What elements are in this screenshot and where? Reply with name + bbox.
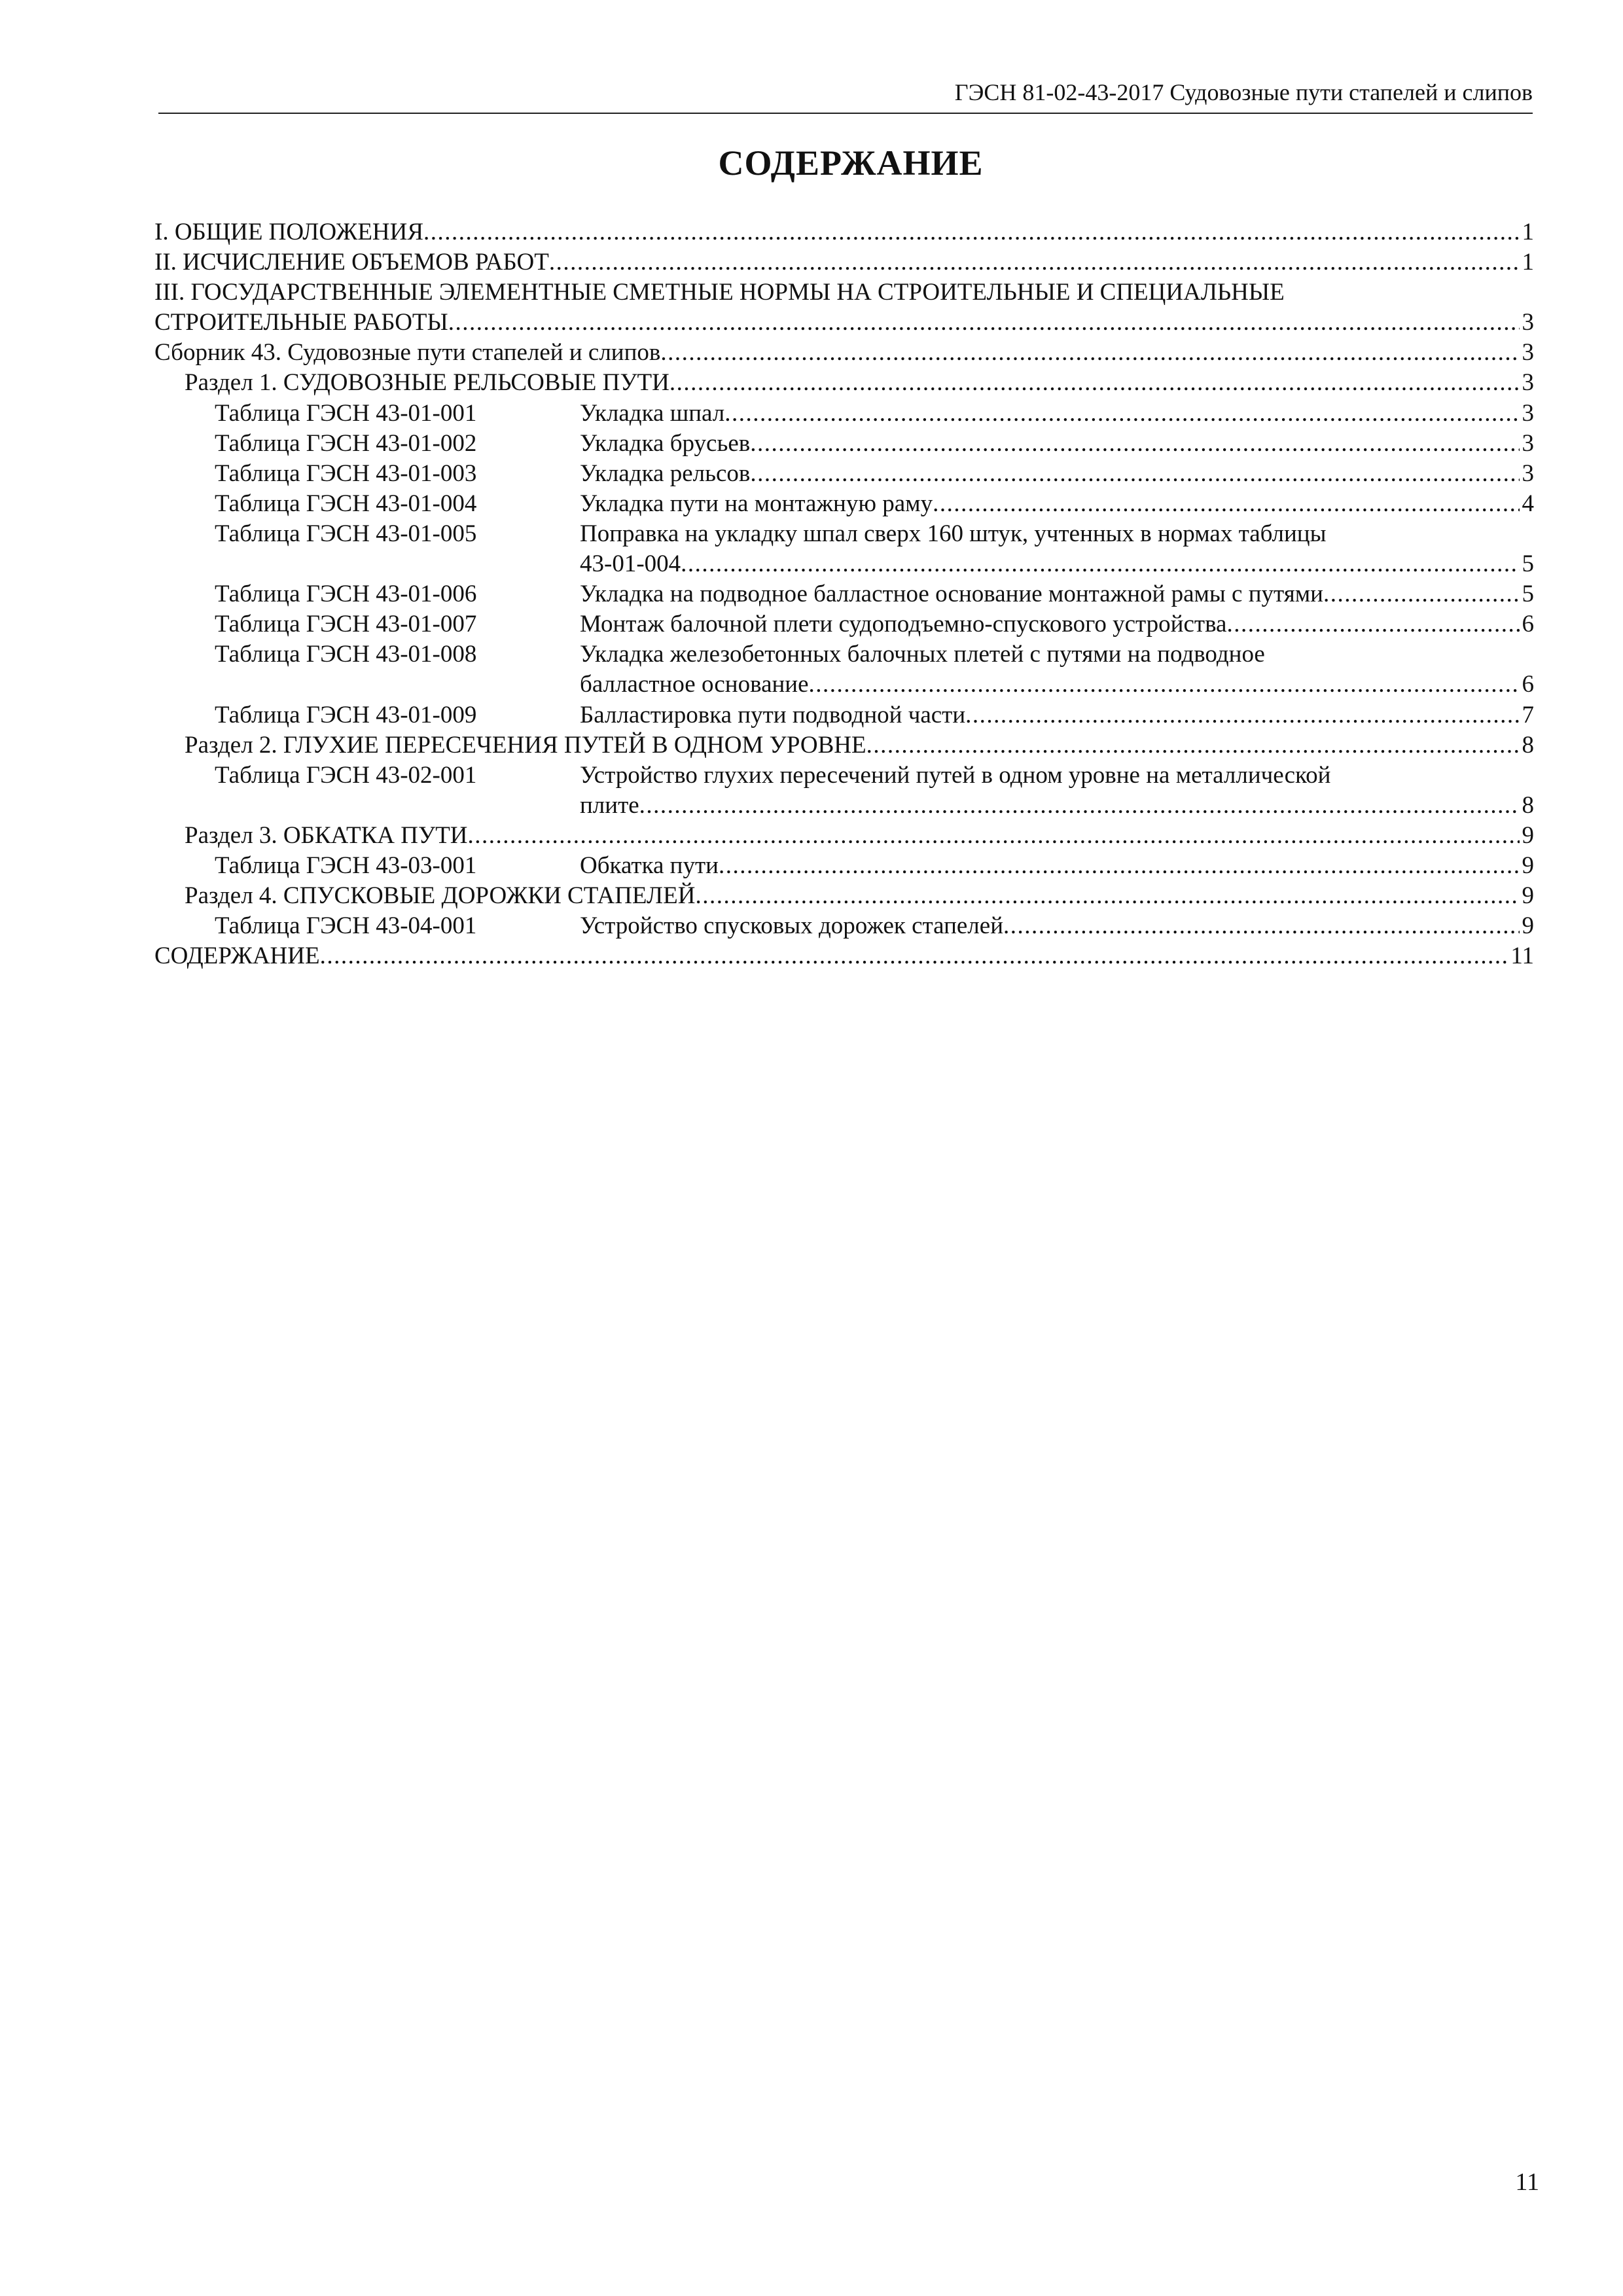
toc-page-number: 3 (1522, 369, 1534, 397)
dot-leader (320, 941, 1508, 971)
toc-entry-text: Укладка пути на монтажную раму (580, 490, 933, 517)
toc-entry-text: 43-01-004 (580, 550, 681, 578)
toc-entry-text: Укладка шпал (580, 399, 725, 427)
dot-leader (448, 308, 1520, 338)
toc-entry-table-43-01-005-line1[interactable] (154, 519, 1534, 549)
toc-table-code: Таблица ГЭСН 43-01-008 (215, 641, 477, 668)
toc-entry-text: Укладка брусьев (580, 429, 751, 457)
toc-entry-text: Устройство спусковых дорожек стапелей (580, 912, 1003, 940)
toc-entry-contents[interactable] (154, 941, 1534, 971)
toc-page-number: 8 (1522, 791, 1534, 819)
toc-entry-state-norms[interactable] (154, 308, 1534, 338)
toc-entry-table-43-01-003[interactable] (154, 459, 1534, 489)
toc-entry-text: Раздел 3. ОБКАТКА ПУТИ (185, 821, 468, 849)
toc-entry-table-43-04-001[interactable] (154, 911, 1534, 941)
toc-entry-text: Устройство глухих пересечений путей в одном уровне на металлической (580, 761, 1331, 789)
toc-entry-text: Сборник 43. Судовозные пути стапелей и слипов (154, 339, 661, 367)
toc-entry-text: балластное основание (580, 671, 809, 698)
toc-page-number: 9 (1522, 821, 1534, 849)
toc-entry-text: плите (580, 791, 639, 819)
toc-page-number: 5 (1522, 550, 1534, 578)
toc-entry-section-4[interactable] (154, 881, 1534, 911)
toc-page-number: 8 (1522, 731, 1534, 759)
running-header (158, 77, 1533, 114)
toc-page-number: 3 (1522, 309, 1534, 336)
dot-leader (719, 851, 1520, 881)
toc-entry-text: Укладка рельсов (580, 459, 751, 487)
toc-entry-text: Укладка на подводное балластное основание монтажной рамы с путями (580, 581, 1323, 608)
toc-entry-table-43-01-007[interactable] (154, 609, 1534, 639)
toc-table-code: Таблица ГЭСН 43-01-005 (215, 520, 477, 547)
dot-leader (669, 368, 1520, 398)
toc-page-number: 3 (1522, 339, 1534, 367)
toc-entry-text: Укладка железобетонных балочных плетей с путями на подводное (580, 641, 1265, 668)
dot-leader (866, 730, 1520, 761)
toc-entry-collection-43[interactable] (154, 338, 1534, 368)
dot-leader (681, 549, 1519, 579)
toc-entry-text: Обкатка пути (580, 852, 719, 879)
toc-entry-text: Раздел 4. СПУСКОВЫЕ ДОРОЖКИ СТАПЕЛЕЙ (185, 882, 696, 910)
dot-leader (423, 217, 1519, 247)
toc-entry-text: Раздел 1. СУДОВОЗНЫЕ РЕЛЬСОВЫЕ ПУТИ (185, 369, 669, 397)
toc-page-number: 9 (1522, 912, 1534, 940)
dot-leader (724, 399, 1519, 429)
toc-entry-text: Поправка на укладку шпал сверх 160 штук, учтенных в нормах таблицы (580, 520, 1327, 547)
dot-leader (468, 821, 1520, 851)
toc-page-number: 3 (1522, 459, 1534, 487)
dot-leader (695, 881, 1519, 911)
dot-leader (1003, 911, 1520, 941)
toc-entry-table-43-01-005[interactable] (154, 549, 1534, 579)
toc-page-number: 1 (1522, 249, 1534, 276)
toc-table-code: Таблица ГЭСН 43-01-001 (215, 399, 477, 427)
toc-entry-text: СОДЕРЖАНИЕ (154, 942, 320, 970)
toc-table-code: Таблица ГЭСН 43-01-007 (215, 611, 477, 638)
table-of-contents (154, 217, 1534, 971)
toc-entry-text: СТРОИТЕЛЬНЫЕ РАБОТЫ (154, 309, 448, 336)
toc-entry-table-43-01-004[interactable] (154, 489, 1534, 519)
toc-entry-state-norms-line1[interactable]: III. ГОСУДАРСТВЕННЫЕ ЭЛЕМЕНТНЫЕ СМЕТНЫЕ НОРМЫ НА СТРОИТЕЛЬНЫЕ И СПЕЦИАЛЬНЫЕ (154, 279, 1285, 306)
toc-entry-table-43-03-001[interactable] (154, 851, 1534, 881)
dot-leader (750, 429, 1519, 459)
toc-page-number: 6 (1522, 611, 1534, 638)
toc-table-code: Таблица ГЭСН 43-01-009 (215, 701, 477, 728)
dot-leader (965, 700, 1519, 730)
toc-entry-section-3[interactable] (154, 821, 1534, 851)
toc-page-number: 5 (1522, 581, 1534, 608)
toc-entry-table-43-01-001[interactable] (154, 399, 1534, 429)
toc-entry-table-43-01-008-line1[interactable] (154, 639, 1534, 670)
toc-entry-table-43-01-002[interactable] (154, 429, 1534, 459)
toc-entry-table-43-01-009[interactable] (154, 700, 1534, 730)
toc-table-code: Таблица ГЭСН 43-01-002 (215, 429, 477, 457)
toc-table-code: Таблица ГЭСН 43-03-001 (215, 852, 477, 879)
toc-table-code: Таблица ГЭСН 43-02-001 (215, 761, 477, 789)
toc-page-number: 6 (1522, 671, 1534, 698)
toc-table-code: Таблица ГЭСН 43-01-006 (215, 581, 477, 608)
toc-entry-table-43-01-008[interactable] (154, 670, 1534, 700)
dot-leader (750, 459, 1519, 489)
dot-leader (639, 791, 1520, 821)
running-title: ГЭСН 81-02-43-2017 Судовозные пути стапелей и слипов (954, 79, 1533, 105)
toc-entry-table-43-01-006[interactable] (154, 579, 1534, 609)
toc-entry-text: Балластировка пути подводной части (580, 701, 966, 728)
toc-page-number: 11 (1510, 942, 1534, 970)
toc-page-number: 4 (1522, 490, 1534, 517)
toc-page-number: 1 (1522, 219, 1534, 245)
toc-entry-text: I. ОБЩИЕ ПОЛОЖЕНИЯ (154, 219, 424, 245)
page-title: СОДЕРЖАНИЕ (718, 143, 984, 183)
page-number: 11 (1515, 2168, 1539, 2196)
dot-leader (549, 247, 1520, 278)
toc-page-number: 9 (1522, 852, 1534, 879)
toc-entry-volume-calculation[interactable] (154, 247, 1534, 278)
toc-entry-text: Монтаж балочной плети судоподъемно-спускового устройства (580, 611, 1227, 638)
toc-entry-table-43-02-001[interactable] (154, 791, 1534, 821)
toc-table-code: Таблица ГЭСН 43-04-001 (215, 912, 477, 940)
toc-entry-text: Раздел 2. ГЛУХИЕ ПЕРЕСЕЧЕНИЯ ПУТЕЙ В ОДНОМ УРОВНЕ (185, 731, 866, 759)
toc-entry-section-1[interactable] (154, 368, 1534, 398)
toc-entry-section-2[interactable] (154, 730, 1534, 761)
dot-leader (933, 489, 1519, 519)
toc-page-number: 3 (1522, 429, 1534, 457)
toc-table-code: Таблица ГЭСН 43-01-003 (215, 459, 477, 487)
toc-entry-text: II. ИСЧИСЛЕНИЕ ОБЪЕМОВ РАБОТ (154, 249, 549, 276)
toc-table-code: Таблица ГЭСН 43-01-004 (215, 490, 477, 517)
toc-entry-table-43-02-001-line1[interactable] (154, 761, 1534, 791)
dot-leader (660, 338, 1519, 368)
toc-page-number: 3 (1522, 399, 1534, 427)
toc-page-number: 9 (1522, 882, 1534, 910)
dot-leader (809, 670, 1520, 700)
dot-leader (1226, 609, 1519, 639)
toc-entry-general-provisions[interactable] (154, 217, 1534, 247)
toc-page-number: 7 (1522, 701, 1534, 728)
dot-leader (1323, 579, 1520, 609)
